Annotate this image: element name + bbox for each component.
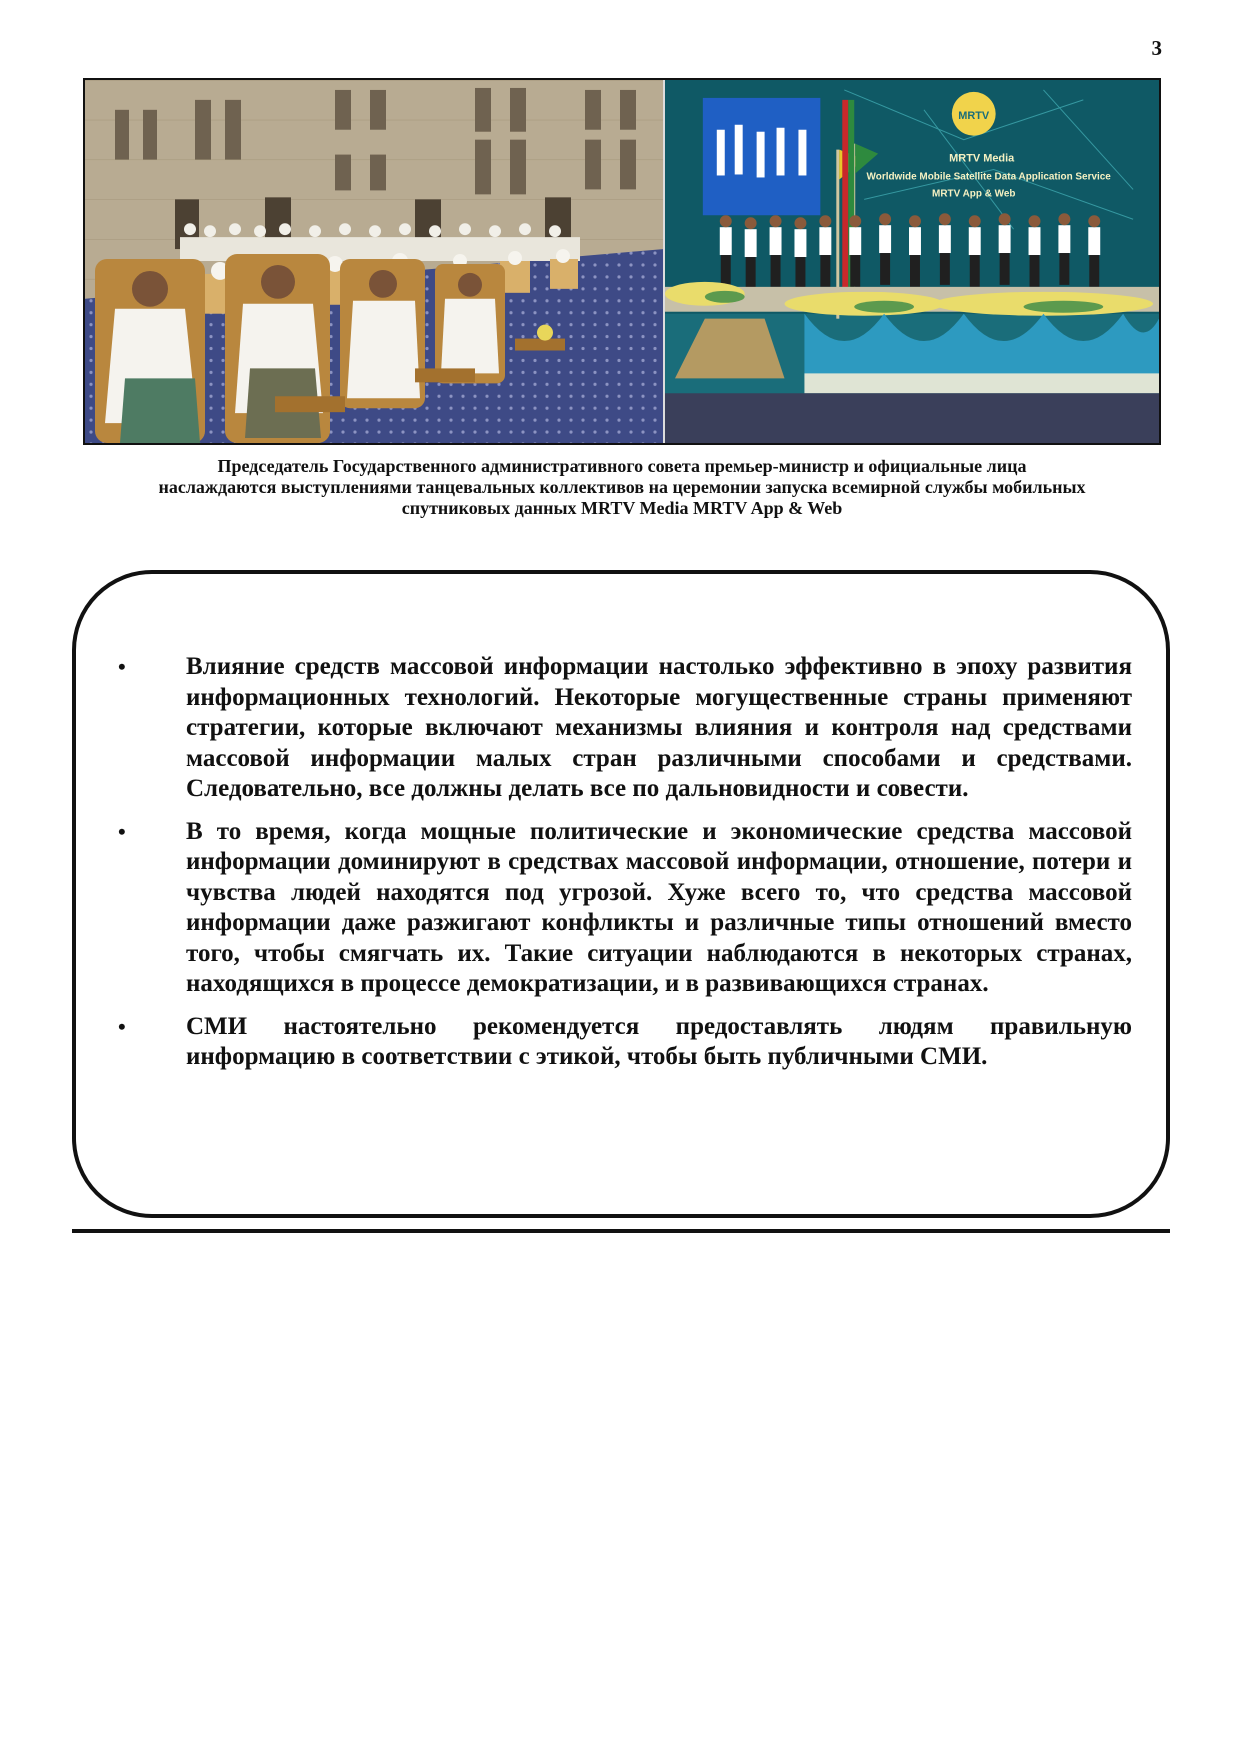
screen-text-line1: MRTV Media bbox=[949, 152, 1015, 165]
key-points-box bbox=[72, 570, 1170, 1218]
key-point-text: Влияние средств массовой информации настолько эффективно в эпоху развития информационных технологий. Некоторые могущественные страны применяют стратегии, которые включают механизмы влияния и контроля над средствами массовой информации малых стран различными способами и средствами. Следовательно, все должны делать все по дальновидности и совести. bbox=[186, 653, 1132, 802]
key-points-list bbox=[110, 652, 1132, 1073]
key-point-text: В то время, когда мощные политические и экономические средства массовой информации доминируют в средствах массовой информации, отношение, потери и чувства людей находятся под угрозой. Хуже всего то, что средства массовой информации даже разжигают конфликты и различные типы отношений вместо того, чтобы смягчать их. Такие ситуации наблюдаются в некоторых странах, находящихся в процессе демократизации, и в развивающихся странах. bbox=[186, 817, 1132, 997]
caption-line-3: спутниковых данных MRTV Media MRTV App & Web bbox=[401, 498, 843, 518]
bullet-icon: • bbox=[118, 654, 126, 679]
screen-text-line3: MRTV App & Web bbox=[932, 188, 1016, 200]
key-point-text: СМИ настоятельно рекомендуется предоставлять людям правильную информацию в соответствии с этикой, чтобы быть публичными СМИ. bbox=[186, 1012, 1132, 1070]
dance-performance-photo bbox=[665, 80, 1159, 443]
section-divider bbox=[72, 1229, 1170, 1233]
bullet-icon: • bbox=[118, 818, 126, 844]
caption-line-1: Председатель Государственного административного совета премьер-министр и официальные лица bbox=[217, 456, 1027, 476]
photo-strip bbox=[83, 78, 1161, 445]
screen-text-line2: Worldwide Mobile Satellite Data Application Service bbox=[866, 171, 1111, 183]
mrtv-logo-text: MRTV bbox=[958, 109, 990, 122]
page-number: 3 bbox=[1151, 36, 1162, 60]
caption-line-2: наслаждаются выступлениями танцевальных коллективов на церемонии запуска всемирной службы мобильных bbox=[158, 477, 1086, 497]
photo-caption bbox=[80, 456, 1164, 519]
hall-audience-image bbox=[85, 80, 663, 443]
bullet-icon: • bbox=[118, 1013, 126, 1039]
key-point-3 bbox=[110, 1012, 1132, 1073]
key-point-1 bbox=[110, 652, 1132, 805]
key-point-2 bbox=[110, 817, 1132, 1000]
stage-performance-image bbox=[665, 80, 1159, 443]
officials-seated-photo bbox=[85, 80, 665, 443]
